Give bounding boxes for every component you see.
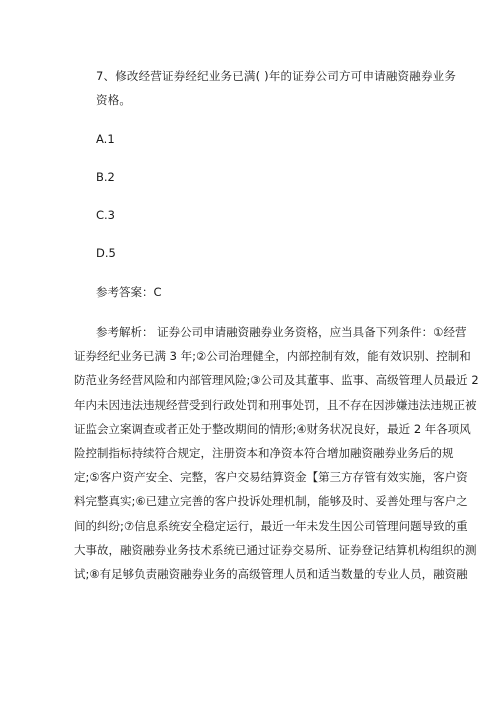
analysis-line: 料完整真实;⑥已建立完善的客户投诉处理机制，能够及时、妥善处理与客户之 (74, 494, 468, 509)
analysis-line: 证监会立案调查或者正处于整改期间的情形;④财务状况良好，最近 2 年各项风 (74, 421, 471, 436)
option-d: D.5 (96, 246, 116, 260)
option-b: B.2 (96, 170, 115, 184)
question-text (96, 64, 457, 112)
analysis-line: 间的纠纷;⑦信息系统安全稳定运行，最近一年未发生因公司管理问题导致的重 (74, 518, 468, 533)
option-c: C.3 (96, 208, 116, 222)
analysis-line: 定;⑤客户资产安全、完整，客户交易结算资金【第三方存管有效实施，客户资 (74, 470, 468, 485)
reference-answer: 参考答案：C (96, 285, 162, 299)
question-line-1: 7、修改经营证券经纪业务已满( )年的证券公司方可申请融资融券业务 (96, 69, 457, 83)
analysis-line: 大事故，融资融券业务技术系统已通过证券交易所、证券登记结算机构组织的测 (74, 542, 477, 557)
analysis-line: 证券经纪业务已满 3 年;②公司治理健全，内部控制有效，能有效识别、控制和 (74, 349, 471, 364)
reference-analysis (74, 320, 479, 586)
analysis-line: 险控制指标持续符合规定，注册资本和净资本符合增加融资融券业务后的规 (74, 446, 454, 461)
analysis-line: 试;⑧有足够负责融资融券业务的高级管理人员和适当数量的专业人员，融资融 (74, 567, 468, 582)
question-line-2: 资格。 (96, 93, 132, 107)
analysis-line: 年内未因违法违规经营受到行政处罚和刑事处罚，且不存在因涉嫌违法违规正被 (74, 397, 477, 412)
analysis-line: 参考解析： 证券公司申请融资融券业务资格，应当具备下列条件：①经营 (96, 325, 467, 339)
analysis-line: 防范业务经营风险和内部管理风险;③公司及其董事、监事、高级管理人员最近 2 (74, 373, 479, 388)
option-a: A.1 (96, 132, 115, 146)
